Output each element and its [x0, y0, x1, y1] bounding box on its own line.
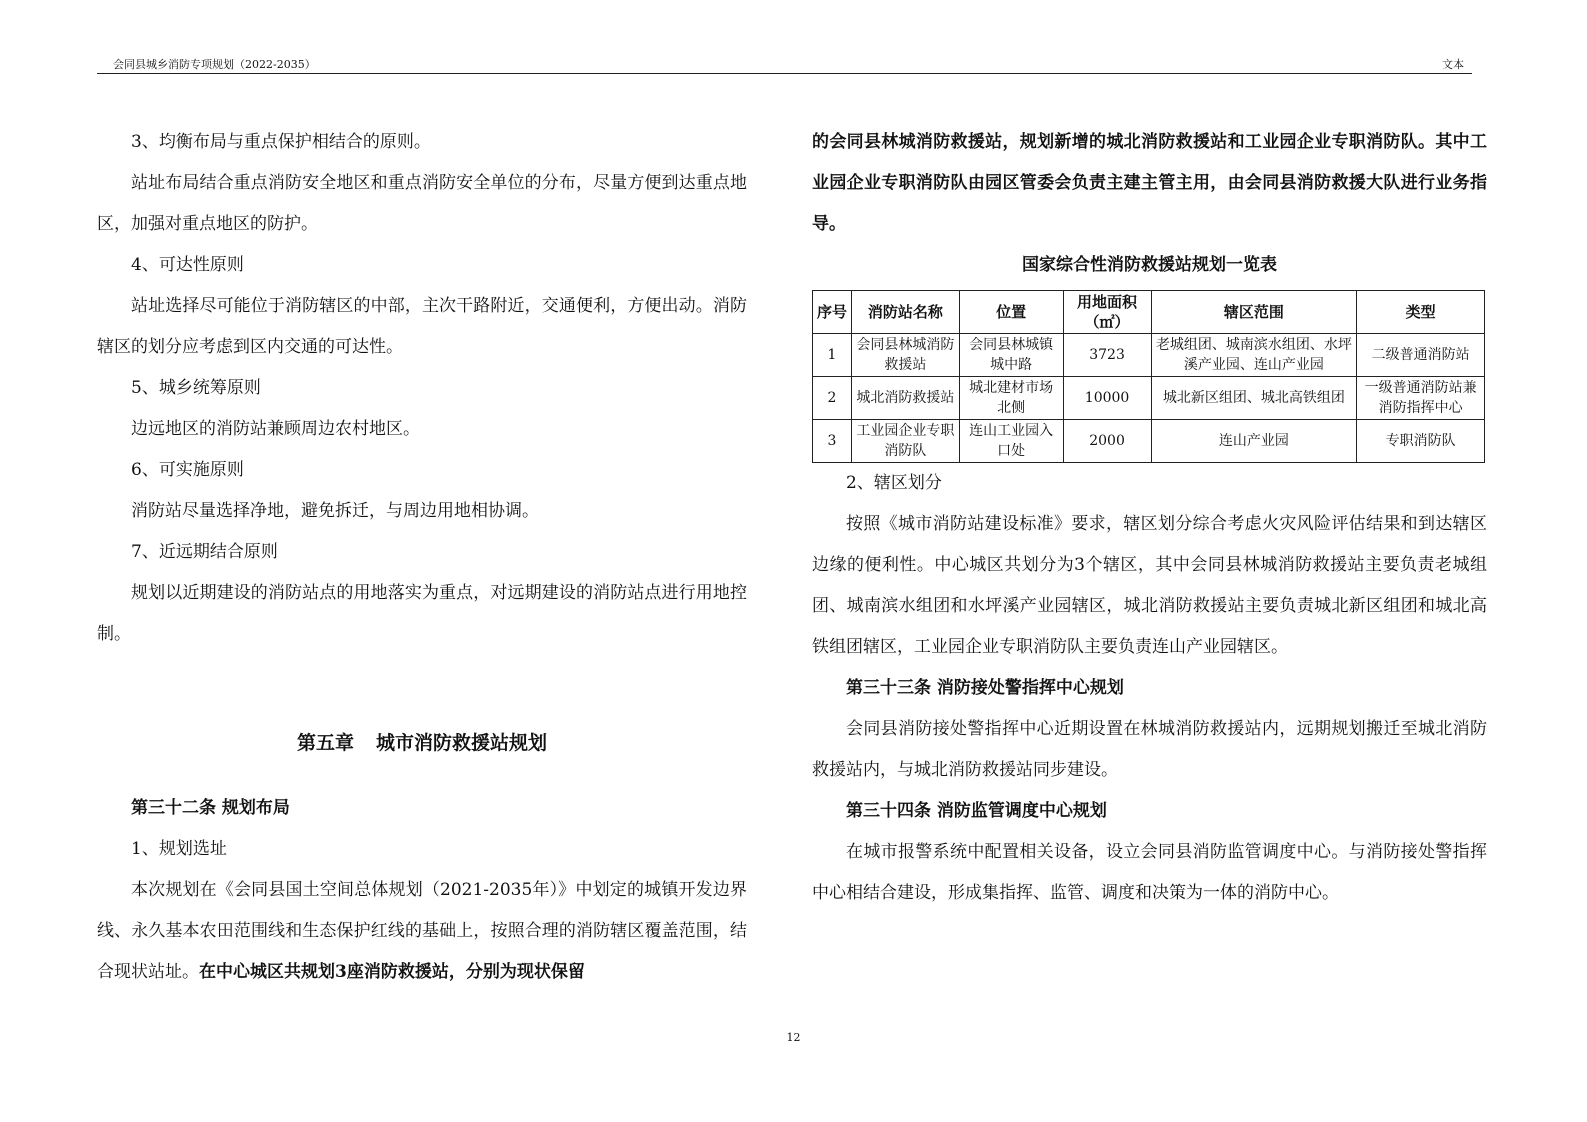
site-selection-text: 本次规划在《会同县国土空间总体规划（2021-2035年）》中划定的城镇开发边界线、永久基本农田范围线和生态保护红线的基础上，按照合理的消防辖区覆盖范围，结合现状站址。 [97, 880, 747, 982]
table-cell: 连山工业园入口处 [959, 420, 1063, 463]
header-type: 类型 [1357, 291, 1485, 334]
table-title: 国家综合性消防救援站规划一览表 [1022, 255, 1277, 275]
table-cell: 3 [813, 420, 852, 463]
site-selection-bold-continued: 的会同县林城消防救援站，规划新增的城北消防救援站和工业园企业专职消防队。其中工业园企业专职消防队由园区管委会负责主建主管主用，由会同县消防救援大队进行业务指导。 [812, 132, 1487, 234]
page-header [97, 54, 1472, 74]
right-column [812, 122, 1487, 914]
table-cell: 专职消防队 [1357, 420, 1485, 463]
chapter-title: 城市消防救援站规划 [376, 732, 548, 754]
principle-4-body: 站址选择尽可能位于消防辖区的中部，主次干路附近，交通便利，方便出动。消防辖区的划分应考虑到区内交通的可达性。 [97, 296, 747, 357]
header-jurisdiction: 辖区范围 [1151, 291, 1357, 334]
table-cell: 老城组团、城南滨水组团、水坪溪产业园、连山产业园 [1151, 334, 1357, 377]
site-selection-body [97, 870, 747, 993]
table-header-row [813, 291, 1485, 334]
fire-station-table [812, 290, 1485, 463]
page-number: 12 [786, 1031, 801, 1044]
left-column-lower [97, 788, 747, 993]
principle-6-heading: 6、可实施原则 [131, 460, 244, 480]
document-title: 会同县城乡消防专项规划（2022-2035） [113, 58, 316, 71]
left-column-upper [97, 122, 747, 655]
header-location: 位置 [959, 291, 1063, 334]
table-cell: 3723 [1063, 334, 1151, 377]
site-selection-heading: 1、规划选址 [131, 839, 227, 859]
table-cell: 二级普通消防站 [1357, 334, 1485, 377]
header-index: 序号 [813, 291, 852, 334]
article-33-heading: 第三十三条 消防接处警指挥中心规划 [846, 678, 1124, 698]
table-cell: 2000 [1063, 420, 1151, 463]
article-32-heading: 第三十二条 规划布局 [131, 798, 290, 818]
table-cell: 2 [813, 377, 852, 420]
chapter-heading [97, 728, 747, 755]
table-cell: 1 [813, 334, 852, 377]
article-34-heading: 第三十四条 消防监管调度中心规划 [846, 801, 1107, 821]
header-station-name: 消防站名称 [851, 291, 959, 334]
principle-3-body: 站址布局结合重点消防安全地区和重点消防安全单位的分布，尽量方便到达重点地区，加强对重点地区的防护。 [97, 173, 747, 234]
district-heading: 2、辖区划分 [846, 473, 942, 493]
chapter-number: 第五章 [296, 732, 354, 754]
article-33-body: 会同县消防接处警指挥中心近期设置在林城消防救援站内，远期规划搬迁至城北消防救援站内，与城北消防救援站同步建设。 [812, 719, 1487, 780]
district-body: 按照《城市消防站建设标准》要求，辖区划分综合考虑火灾风险评估结果和到达辖区边缘的便利性。中心城区共划分为3个辖区，其中会同县林城消防救援站主要负责老城组团、城南滨水组团和水坪溪产业园辖区，城北消防救援站主要负责城北新区组团和城北高铁组团辖区，工业园企业专职消防队主要负责连山产业园辖区。 [812, 514, 1487, 657]
table-cell: 工业园企业专职消防队 [851, 420, 959, 463]
principle-5-heading: 5、城乡统筹原则 [131, 378, 261, 398]
principle-4-heading: 4、可达性原则 [131, 255, 244, 275]
table-cell: 10000 [1063, 377, 1151, 420]
table-cell: 城北消防救援站 [851, 377, 959, 420]
table-cell: 连山产业园 [1151, 420, 1357, 463]
table-row [813, 420, 1485, 463]
principle-7-body: 规划以近期建设的消防站点的用地落实为重点，对远期建设的消防站点进行用地控制。 [97, 583, 747, 644]
principle-7-heading: 7、近远期结合原则 [131, 542, 278, 562]
principle-6-body: 消防站尽量选择净地，避免拆迁，与周边用地相协调。 [131, 501, 539, 521]
table-cell: 会同县林城消防救援站 [851, 334, 959, 377]
table-cell: 会同县林城镇城中路 [959, 334, 1063, 377]
site-selection-bold-text: 在中心城区共规划3座消防救援站，分别为现状保留 [199, 962, 585, 982]
principle-5-body: 边远地区的消防站兼顾周边农村地区。 [131, 419, 420, 439]
header-land-area: 用地面积（㎡） [1063, 291, 1151, 334]
article-34-body: 在城市报警系统中配置相关设备，设立会同县消防监管调度中心。与消防接处警指挥中心相结合建设，形成集指挥、监管、调度和决策为一体的消防中心。 [812, 842, 1487, 903]
table-row [813, 377, 1485, 420]
table-row [813, 334, 1485, 377]
principle-3-heading: 3、均衡布局与重点保护相结合的原则。 [131, 132, 431, 152]
table-cell: 城北新区组团、城北高铁组团 [1151, 377, 1357, 420]
table-cell: 城北建材市场北侧 [959, 377, 1063, 420]
table-cell: 一级普通消防站兼消防指挥中心 [1357, 377, 1485, 420]
document-type-label: 文本 [1442, 58, 1464, 71]
